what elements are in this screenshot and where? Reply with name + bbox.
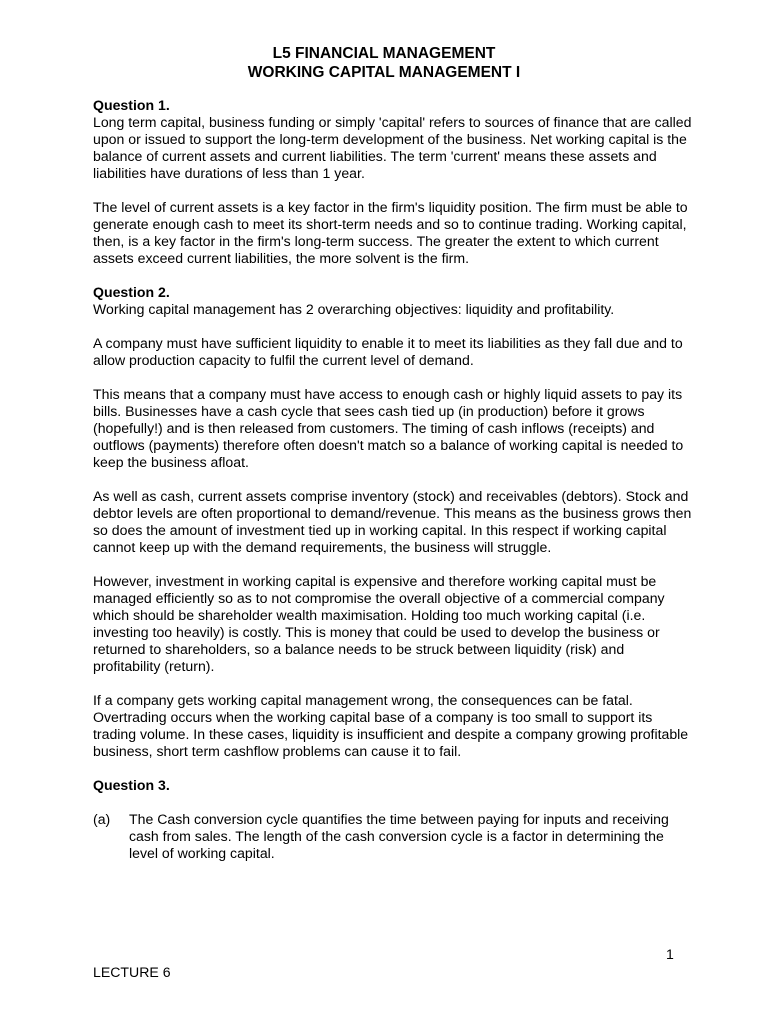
- page-number: 1: [666, 946, 674, 962]
- document-title: L5 FINANCIAL MANAGEMENT: [272, 45, 496, 62]
- question-2-paragraph: As well as cash, current assets comprise inventory (stock) and receivables (debtors). Stock and debtor levels are often proportional to demand/revenue. This means as the business grows then so does the amount of investment tied up in working capital. In this respect if working capital cannot keep up with the demand requirements, the business will struggle.: [93, 488, 692, 555]
- item-label: (a): [93, 811, 111, 827]
- page-footer: LECTURE 6: [93, 964, 171, 980]
- question-2-paragraph: Working capital management has 2 overarching objectives: liquidity and profitability.: [93, 301, 615, 317]
- question-1-paragraph: The level of current assets is a key factor in the firm's liquidity position. The firm must be able to generate enough cash to meet its short-term needs and so to continue trading. Working capital, then, is a key factor in the firm's long-term success. The greater the extent to which current assets exceed current liabilities, the more solvent is the firm.: [93, 199, 688, 266]
- question-3-item-a: [93, 811, 693, 862]
- document-subtitle: WORKING CAPITAL MANAGEMENT I: [247, 64, 521, 81]
- question-2-paragraph: This means that a company must have access to enough cash or highly liquid assets to pay its bills. Businesses have a cash cycle that sees cash tied up (in production) before it grows (hopefully!) and is then released from customers. The timing of cash inflows (receipts) and outflows (payments) therefore often doesn't match so a balance of working capital is needed to keep the business afloat.: [93, 386, 684, 470]
- question-2-paragraph: However, investment in working capital is expensive and therefore working capital must be managed efficiently so as to not compromise the overall objective of a commercial company which should be shareholder wealth maximisation. Holding too much working capital (i.e. investing too heavily) is costly. This is money that could be used to develop the business or returned to shareholders, so a balance needs to be struck between liquidity (risk) and profitability (return).: [93, 573, 665, 674]
- question-1-heading: Question 1.: [93, 97, 170, 113]
- item-text: The Cash conversion cycle quantifies the time between paying for inputs and receiving cash from sales. The length of the cash conversion cycle is a factor in determining the level of working capital.: [129, 811, 669, 861]
- question-2-heading: Question 2.: [93, 284, 170, 300]
- document-body: [93, 97, 693, 862]
- question-2-paragraph: A company must have sufficient liquidity to enable it to meet its liabilities as they fall due and to allow production capacity to fulfil the current level of demand.: [93, 335, 683, 368]
- question-1-paragraph: Long term capital, business funding or simply 'capital' refers to sources of finance that are called upon or issued to support the long-term development of the business. Net working capital is the balance of current assets and current liabilities. The term 'current' means these assets and liabilities have durations of less than 1 year.: [93, 114, 692, 181]
- question-2-paragraph: If a company gets working capital management wrong, the consequences can be fatal. Overtrading occurs when the working capital base of a company is too small to support its trading volume. In these cases, liquidity is insufficient and despite a company growing profitable business, short term cashflow problems can cause it to fail.: [93, 692, 689, 759]
- question-3-heading: Question 3.: [93, 777, 170, 793]
